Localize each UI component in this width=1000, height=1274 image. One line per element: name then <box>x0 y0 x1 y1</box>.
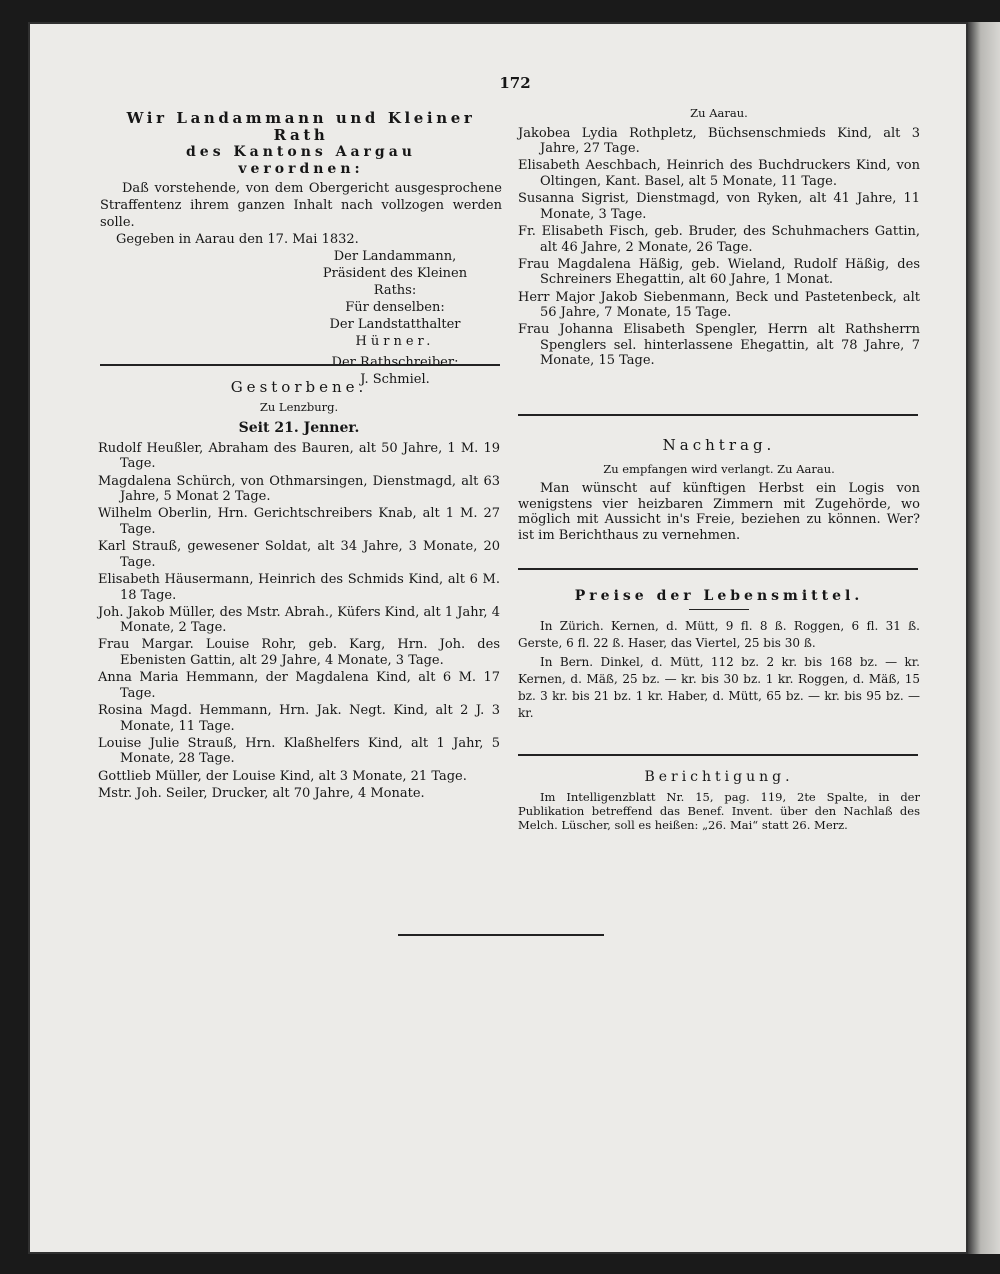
death-entry: Frau Johanna Elisabeth Spengler, Herrn alt Rathsherrn Spenglers sel. hinterlassene Ehegattin, alt 78 Jahre, 7 Monate, 15 Tage. <box>518 322 920 369</box>
death-entry: Anna Maria Hemmann, der Magdalena Kind, alt 6 M. 17 Tage. <box>98 670 500 701</box>
nachtrag-body: Man wünscht auf künftigen Herbst ein Logis von wenigstens vier heizbaren Zimmern mit Zugehörde, wo möglich mit Aussicht in's Freie, beziehen zu können. Wer? ist im Berichthaus zu vernehmen. <box>518 481 920 543</box>
nachtrag-section <box>518 438 920 544</box>
signature-line-3: Für denselben: <box>345 300 445 315</box>
decree-heading-2: des Kantons Aargau <box>186 144 416 160</box>
death-entry: Jakobea Lydia Rothpletz, Büchsenschmieds Kind, alt 3 Jahre, 27 Tage. <box>518 125 920 157</box>
prices-title-underline <box>689 609 749 610</box>
nachtrag-subtitle: Zu empfangen wird verlangt. Zu Aarau. <box>603 461 835 476</box>
aarau-place: Zu Aarau. <box>690 106 748 120</box>
signature-line-1: Der Landammann, <box>333 249 457 264</box>
decree-section <box>100 110 502 388</box>
death-entry: Joh. Jakob Müller, des Mstr. Abrah., Küfers Kind, alt 1 Jahr, 4 Monate, 2 Tage. <box>98 604 500 636</box>
death-entry: Frau Magdalena Häßig, geb. Wieland, Rudolf Häßig, des Schreiners Ehegattin, alt 60 Jahre, 1 Monat. <box>518 256 920 288</box>
deaths-title: Gestorbene. <box>230 378 368 396</box>
divider-right-3 <box>518 754 918 756</box>
death-entry: Elisabeth Aeschbach, Heinrich des Buchdruckers Kind, von Oltingen, Kant. Basel, alt 5 Monate, 11 Tage. <box>518 158 920 189</box>
death-entry: Frau Margar. Louise Rohr, geb. Karg, Hrn. Joh. des Ebenisten Gattin, alt 29 Jahre, 4 Monate, 3 Tage. <box>98 637 500 669</box>
divider-right-1 <box>518 414 918 416</box>
signature-line-7: J. Schmiel. <box>360 372 430 387</box>
signature-line-2: Präsident des Kleinen Raths: <box>322 266 468 298</box>
decree-given: Gegeben in Aarau den 17. Mai 1832. <box>116 232 359 247</box>
page-number: 172 <box>499 74 531 92</box>
decree-heading-3: verordnen: <box>238 161 364 177</box>
death-entry: Gottlieb Müller, der Louise Kind, alt 3 Monate, 21 Tage. <box>98 768 467 784</box>
death-entry: Mstr. Joh. Seiler, Drucker, alt 70 Jahre, 4 Monate. <box>98 785 425 801</box>
decree-heading-1: Wir Landammann und Kleiner Rath <box>126 109 476 144</box>
prices-zurich: In Zürich. Kernen, d. Mütt, 9 fl. 8 ß. Roggen, 6 fl. 31 ß. Gerste, 6 fl. 22 ß. Haser, das Viertel, 25 bis 30 ß. <box>518 619 920 650</box>
deaths-since: Seit 21. Jenner. <box>238 420 360 437</box>
deaths-section <box>98 380 500 803</box>
deaths-place: Zu Lenzburg. <box>259 399 339 414</box>
berichtigung-body: Im Intelligenzblatt Nr. 15, pag. 119, 2te Spalte, in der Publikation betreffend das Benef. Invent. über den Nachlaß des Melch. Lüscher, soll es heißen: „26. Mai“ statt 26. Merz. <box>518 790 920 832</box>
death-entry: Fr. Elisabeth Fisch, geb. Bruder, des Schuhmachers Gattin, alt 46 Jahre, 2 Monate, 26 Tage. <box>518 223 920 255</box>
berichtigung-title: Berichtigung. <box>644 769 794 785</box>
decree-body: Daß vorstehende, von dem Obergericht ausgesprochene Straffentenz ihrem ganzen Inhalt nach vollzogen werden solle. <box>100 181 502 230</box>
berichtigung-section <box>518 770 920 832</box>
aarau-section <box>518 106 920 371</box>
divider-right-2 <box>518 568 918 570</box>
nachtrag-title: Nachtrag. <box>662 436 776 454</box>
scan-edge <box>968 22 1000 1254</box>
death-entry: Wilhelm Oberlin, Hrn. Gerichtschreibers Knab, alt 1 M. 27 Tage. <box>98 506 500 537</box>
death-entry: Rudolf Heußler, Abraham des Bauren, alt 50 Jahre, 1 M. 19 Tage. <box>98 440 500 472</box>
death-entry: Rosina Magd. Hemmann, Hrn. Jak. Negt. Kind, alt 2 J. 3 Monate, 11 Tage. <box>98 703 500 734</box>
signature-line-6: Der Rathschreiber: <box>331 355 459 370</box>
signature-line-5: Hürner. <box>355 334 435 349</box>
death-entry: Karl Strauß, gewesener Soldat, alt 34 Jahre, 3 Monate, 20 Tage. <box>98 539 500 570</box>
death-entry: Susanna Sigrist, Dienstmagd, von Ryken, alt 41 Jahre, 11 Monate, 3 Tage. <box>518 191 920 222</box>
death-entry: Magdalena Schürch, von Othmarsingen, Dienstmagd, alt 63 Jahre, 5 Monat 2 Tage. <box>98 473 500 505</box>
signature-line-4: Der Landstatthalter <box>329 317 461 332</box>
prices-title: Preise der Lebensmittel. <box>574 588 864 604</box>
death-entry: Louise Julie Strauß, Hrn. Klaßhelfers Kind, alt 1 Jahr, 5 Monate, 28 Tage. <box>98 735 500 767</box>
prices-bern: In Bern. Dinkel, d. Mütt, 112 bz. 2 kr. bis 168 bz. — kr. Kernen, d. Mäß, 25 bz. — kr. bis 30 bz. 1 kr. Roggen, d. Mäß, 15 bz. 3 kr. bis 21 bz. 1 kr. Haber, d. Mütt, 65 bz. — kr. bis 95 bz. — kr. <box>518 655 920 720</box>
death-entry: Elisabeth Häusermann, Heinrich des Schmids Kind, alt 6 M. 18 Tage. <box>98 571 500 603</box>
divider-left-1 <box>100 364 500 366</box>
death-entry: Herr Major Jakob Siebenmann, Beck und Pastetenbeck, alt 56 Jahre, 7 Monate, 15 Tage. <box>518 289 920 321</box>
closing-rule <box>398 934 604 936</box>
prices-section <box>518 588 920 722</box>
